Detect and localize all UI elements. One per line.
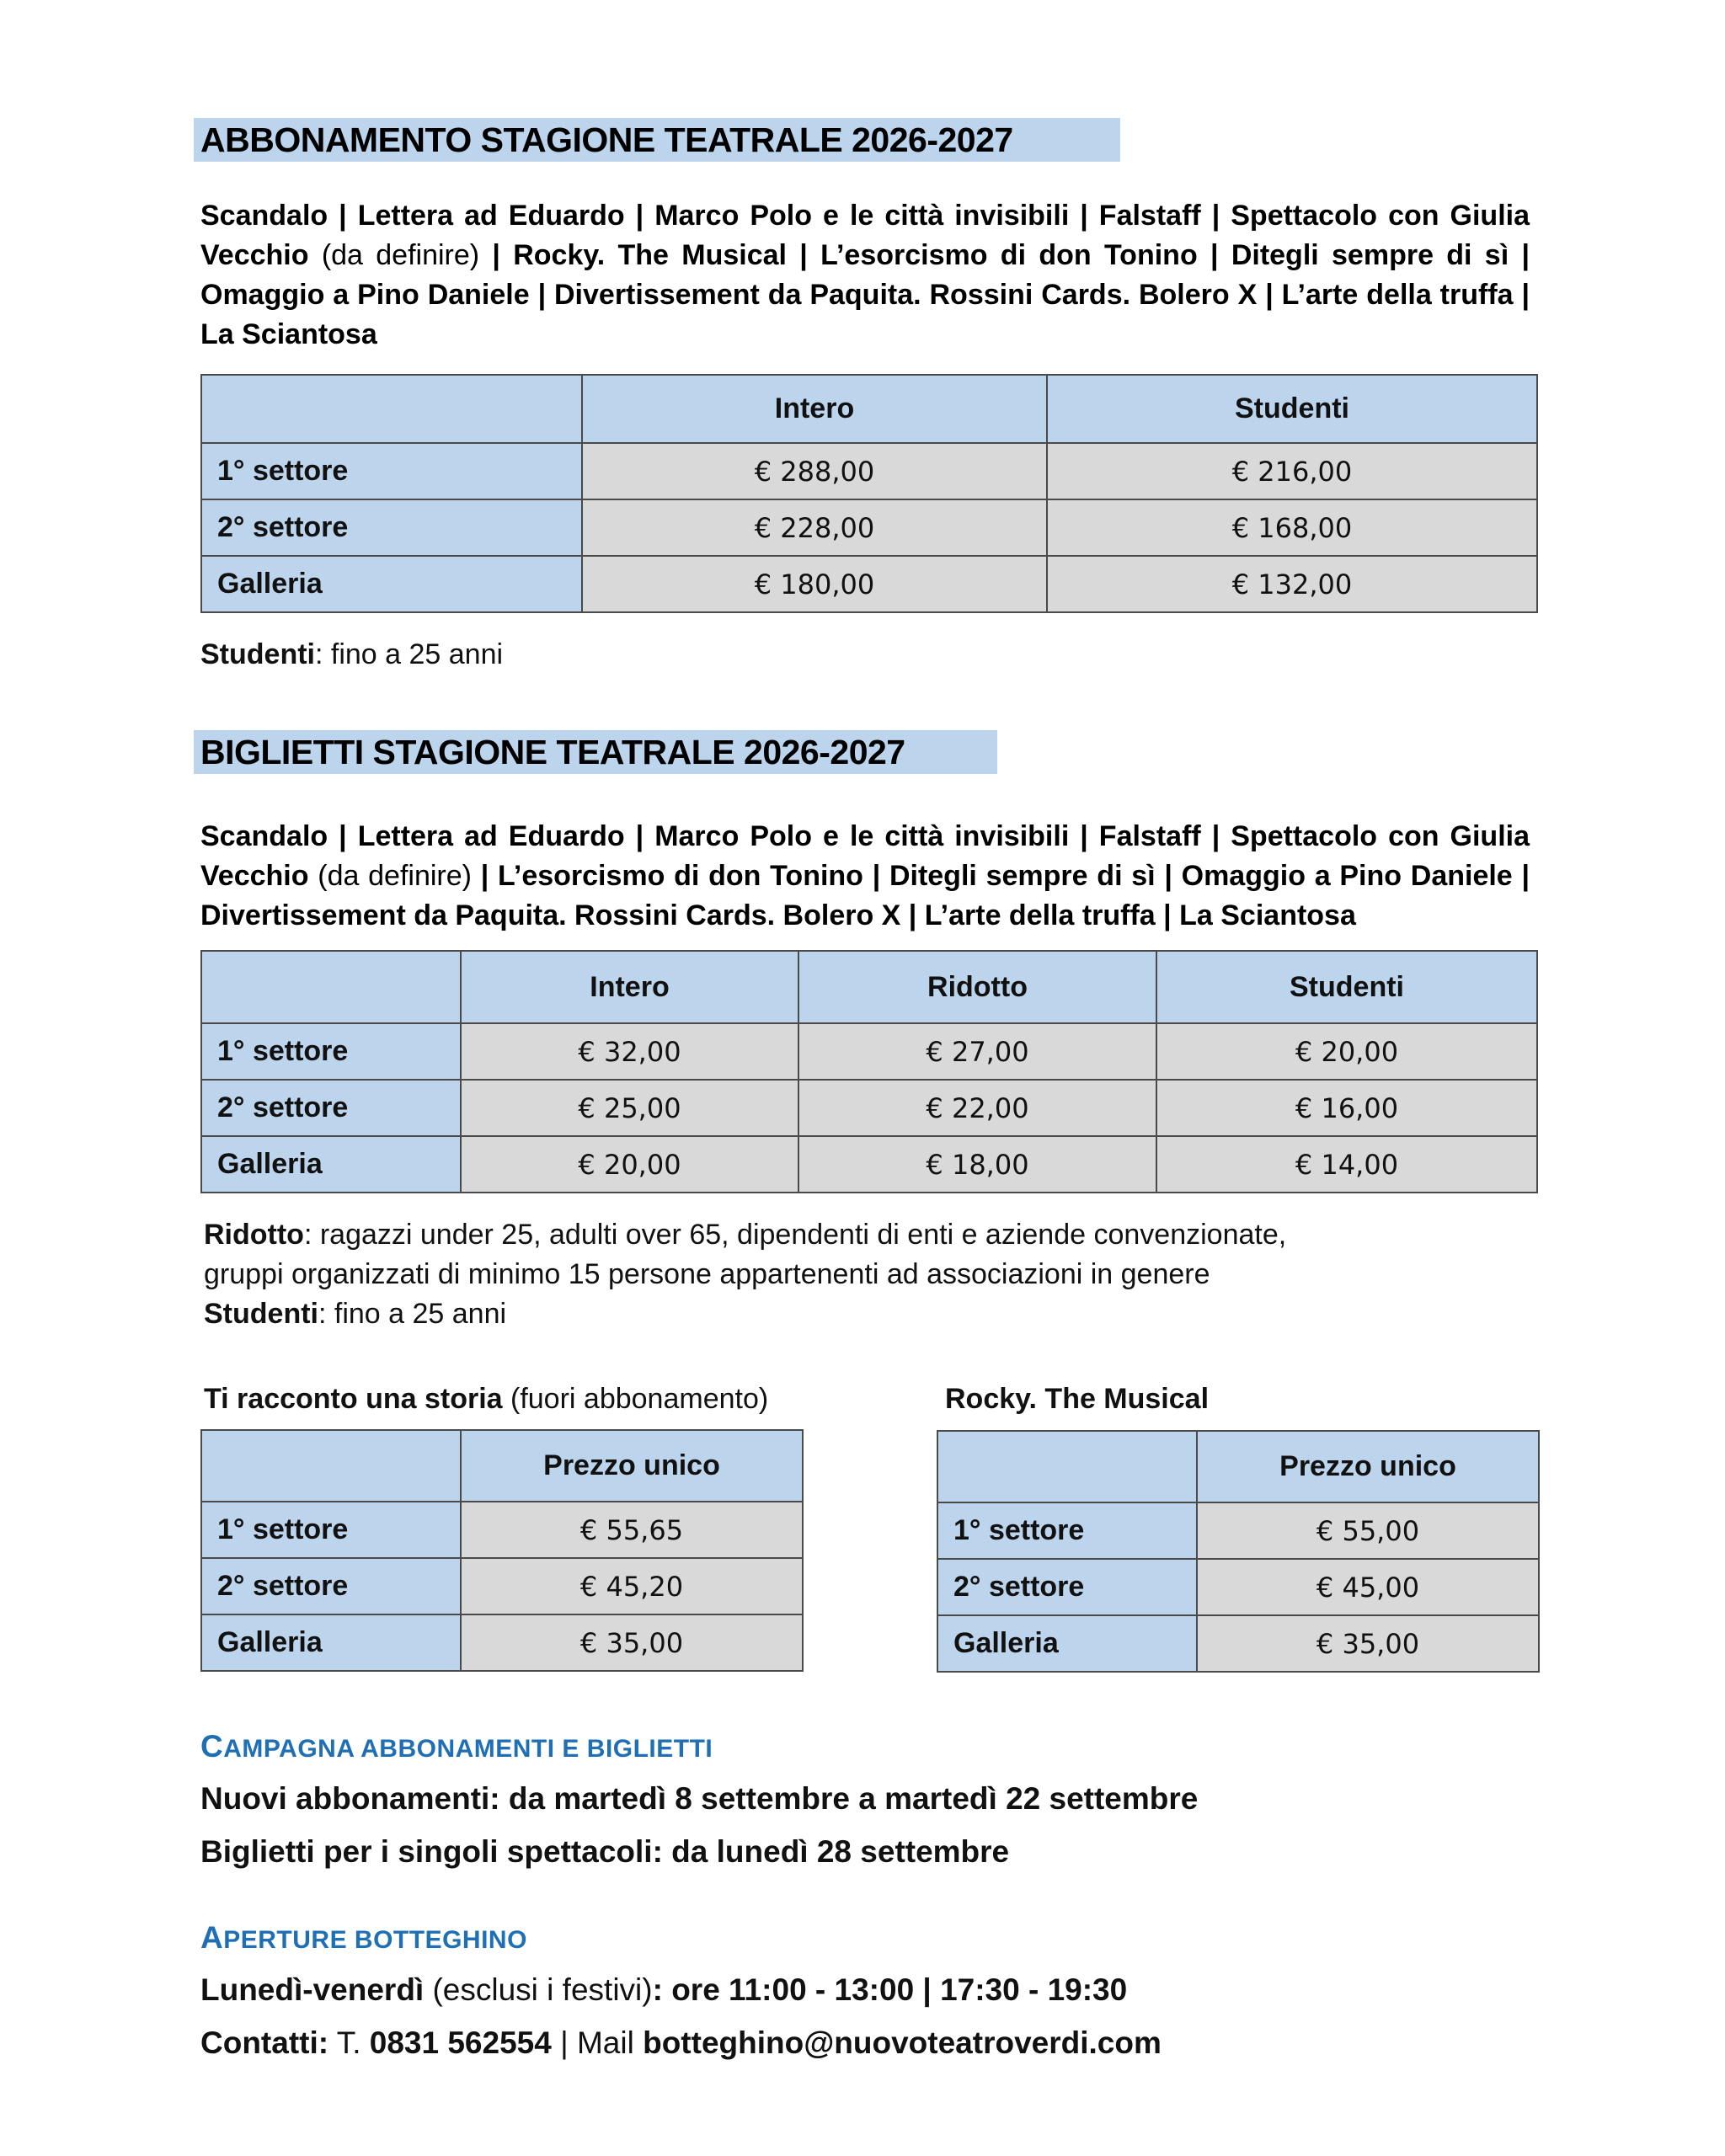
hours-note: (esclusi i festivi) [424,1972,653,2007]
price-cell: € 20,00 [461,1136,798,1193]
table-row [201,1136,1537,1193]
hours-days: Lunedì-venerdì [200,1972,425,2007]
storia-price-table [200,1429,804,1672]
note-text: : fino a 25 anni [318,1298,507,1330]
price-cell: € 45,20 [461,1558,803,1614]
contact-label: Contatti: [200,2025,329,2060]
botteghino-hours [200,1972,1127,2008]
campagna-biglietti-line: Biglietti per i singoli spettacoli: da lunedì 28 settembre [200,1834,1010,1869]
column-header: Intero [582,375,1047,443]
price-cell: € 180,00 [582,556,1047,612]
table-row [201,499,1537,556]
column-header: Prezzo unico [1197,1431,1539,1502]
biglietti-show-list [200,817,1530,936]
row-label: Galleria [937,1615,1197,1672]
note-text: : ragazzi under 25, adulti over 65, dipendenti di enti e aziende convenzionate, [303,1219,1287,1251]
cap-initial: A [200,1920,224,1955]
price-cell: € 55,00 [1197,1502,1539,1559]
abbonamento-heading: ABBONAMENTO STAGIONE TEATRALE 2026-2027 [194,118,1120,162]
table-row [201,1614,803,1671]
price-cell: € 35,00 [1197,1615,1539,1672]
row-label: 1° settore [937,1502,1197,1559]
row-label: 2° settore [201,1558,461,1614]
campagna-abbonamenti-line: Nuovi abbonamenti: da martedì 8 settembre a martedì 22 settembre [200,1781,1199,1816]
column-header: Ridotto [798,951,1156,1023]
table-row [937,1502,1539,1559]
biglietti-price-table [200,950,1538,1193]
table-row [201,556,1537,612]
show-list-part: Scandalo | Lettera ad Eduardo | Marco Polo e le città invisibili | Falstaff | Spettacolo con Giulia Vecchio [200,820,1530,892]
contact-sep: | Mail [551,2025,644,2060]
price-cell: € 14,00 [1156,1136,1537,1193]
abbonamento-studenti-note [200,635,503,675]
contact-email[interactable]: botteghino@nuovoteatroverdi.com [643,2025,1162,2060]
table-corner-cell [201,951,461,1023]
show-list-note: (da definire) [308,860,481,892]
contact-phone[interactable]: 0831 562554 [369,2025,552,2060]
note-text: : fino a 25 anni [314,638,504,670]
row-label: Galleria [201,1614,461,1671]
biglietti-heading: BIGLIETTI STAGIONE TEATRALE 2026-2027 [194,730,997,774]
price-cell: € 216,00 [1047,443,1537,499]
botteghino-contacts [200,2025,1162,2061]
table-row [201,443,1537,499]
price-cell: € 22,00 [798,1080,1156,1136]
row-label: 1° settore [201,1023,461,1080]
column-header: Studenti [1047,375,1537,443]
show-list-part: | Rocky. The Musical | L’esorcismo di don Tonino | Ditegli sempre di sì | Omaggio a Pino Daniele | Divertissement da Paquita. Rossini Cards. Bolero X | L’arte della truffa | La Sciantosa [200,239,1530,350]
hours-times: : ore 11:00 - 13:00 | 17:30 - 19:30 [652,1972,1128,2007]
cap-initial: C [200,1729,224,1764]
note-label: Studenti [200,638,315,670]
table-row [201,1023,1537,1080]
show-list-part: | L’esorcismo di don Tonino | Ditegli sempre di sì | Omaggio a Pino Daniele | Divertissement da Paquita. Rossini Cards. Bolero X | L’arte della truffa | La Sciantosa [200,860,1530,931]
row-label: 1° settore [201,443,582,499]
cap-rest: AMPAGNA ABBONAMENTI E BIGLIETTI [223,1735,713,1763]
price-cell: € 18,00 [798,1136,1156,1193]
ridotto-note-cont: gruppi organizzati di minimo 15 persone appartenenti ad associazioni in genere [204,1258,1210,1290]
contact-t: T. [328,2025,370,2060]
column-header: Studenti [1156,951,1537,1023]
abbonamento-show-list [200,196,1530,355]
table-row [937,1559,1539,1615]
row-label: Galleria [201,1136,461,1193]
price-cell: € 132,00 [1047,556,1537,612]
rocky-title-bold: Rocky. The Musical [945,1383,1210,1415]
abbonamento-price-table [200,374,1538,613]
row-label: Galleria [201,556,582,612]
price-cell: € 45,00 [1197,1559,1539,1615]
table-row [201,1080,1537,1136]
price-cell: € 27,00 [798,1023,1156,1080]
storia-title [204,1383,768,1416]
storia-title-bold: Ti racconto una storia [204,1383,503,1415]
rocky-price-table [937,1430,1540,1673]
note-label: Ridotto [204,1219,304,1251]
campagna-heading [200,1729,713,1764]
price-cell: € 35,00 [461,1614,803,1671]
show-list-part: Scandalo | Lettera ad Eduardo | Marco Polo e le città invisibili | Falstaff | Spettacolo con Giulia Vecchio [200,200,1530,271]
price-cell: € 168,00 [1047,499,1537,556]
row-label: 2° settore [201,1080,461,1136]
price-cell: € 288,00 [582,443,1047,499]
row-label: 2° settore [201,499,582,556]
biglietti-notes [204,1215,1518,1334]
rocky-title [945,1383,1209,1416]
price-cell: € 55,65 [461,1502,803,1558]
note-label: Studenti [204,1298,318,1330]
studenti-note [204,1294,1518,1334]
cap-rest: PERTURE BOTTEGHINO [223,1926,527,1954]
table-row [201,1558,803,1614]
show-list-note: (da definire) [308,239,493,271]
price-cell: € 25,00 [461,1080,798,1136]
price-cell: € 20,00 [1156,1023,1537,1080]
table-row [937,1615,1539,1672]
row-label: 1° settore [201,1502,461,1558]
table-corner-cell [201,375,582,443]
table-corner-cell [201,1430,461,1502]
table-row [201,1502,803,1558]
row-label: 2° settore [937,1559,1197,1615]
table-corner-cell [937,1431,1197,1502]
ridotto-note [204,1215,1518,1255]
storia-title-rest: (fuori abbonamento) [502,1383,769,1415]
price-cell: € 16,00 [1156,1080,1537,1136]
price-cell: € 228,00 [582,499,1047,556]
column-header: Intero [461,951,798,1023]
price-cell: € 32,00 [461,1023,798,1080]
botteghino-heading [200,1920,527,1956]
column-header: Prezzo unico [461,1430,803,1502]
